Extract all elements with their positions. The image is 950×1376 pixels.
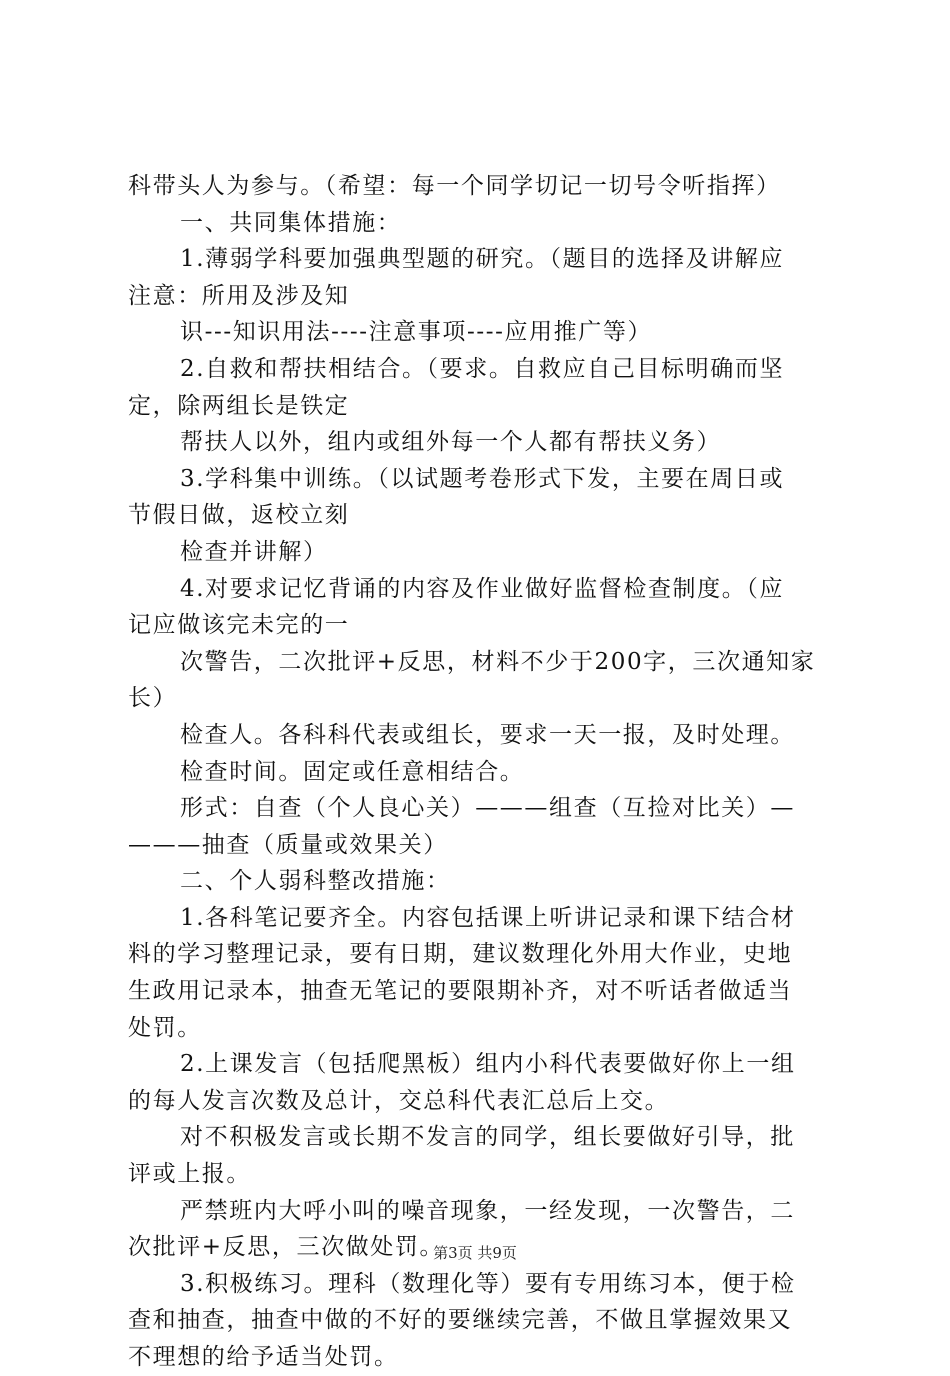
- text-line: 定，除两组长是铁定: [128, 392, 350, 419]
- text-line: 注意：所用及涉及知: [128, 282, 350, 309]
- text-line: 2.自救和帮扶相结合。（要求。自救应自己目标明确而坚: [180, 355, 785, 382]
- text-line: 次警告，二次批评+反思，材料不少于200字，三次通知家: [180, 648, 816, 675]
- page-footer: 第3页 共9页: [433, 1244, 517, 1262]
- text-line: 处罚。: [128, 1014, 202, 1041]
- text-line: 3.积极练习。理科（数理化等）要有专用练习本，便于检: [180, 1270, 796, 1297]
- text-line: 评或上报。: [128, 1161, 251, 1188]
- text-line: 4.对要求记忆背诵的内容及作业做好监督检查制度。（应: [180, 575, 785, 602]
- text-line: 不理想的给予适当处罚。: [128, 1344, 399, 1370]
- text-line: ———抽查（质量或效果关）: [128, 831, 448, 858]
- text-line: 形式：自查（个人良心关）———组查（互捡对比关）—: [180, 795, 795, 822]
- text-line: 检查并讲解）: [180, 538, 328, 565]
- document-body: [128, 168, 828, 1376]
- text-line: 节假日做，返校立刻: [128, 502, 350, 529]
- text-line: 科带头人为参与。（希望：每一个同学切记一切号令听指挥）: [128, 173, 781, 199]
- text-line: 3.学科集中训练。（以试题考卷形式下发，主要在周日或: [180, 465, 785, 492]
- text-line: 一、共同集体措施：: [180, 209, 402, 236]
- text-line: 二、个人弱科整改措施：: [180, 868, 451, 895]
- text-line: 查和抽查，抽查中做的不好的要继续完善，不做且掌握效果又: [128, 1307, 793, 1334]
- text-line: 1.薄弱学科要加强典型题的研究。（题目的选择及讲解应: [180, 246, 785, 273]
- text-line: 帮扶人以外，组内或组外每一个人都有帮扶义务）: [180, 429, 722, 456]
- text-line: 检查时间。固定或任意相结合。: [180, 758, 525, 785]
- text-line: 检查人。各科科代表或组长，要求一天一报，及时处理。: [180, 721, 795, 748]
- text-line: 1.各科笔记要齐全。内容包括课上听讲记录和课下结合材: [180, 904, 796, 931]
- text-line: 料的学习整理记录，要有日期，建议数理化外用大作业，史地: [128, 941, 793, 968]
- text-line: 生政用记录本，抽查无笔记的要限期补齐，对不听话者做适当: [128, 978, 793, 1005]
- text-line: 记应做该完未完的一: [128, 612, 350, 639]
- text-line: 严禁班内大呼小叫的噪音现象，一经发现，一次警告，二: [180, 1197, 795, 1224]
- text-line: 长）: [128, 685, 178, 712]
- text-line: 2.上课发言（包括爬黑板）组内小科代表要做好你上一组: [180, 1051, 796, 1078]
- text-line: 对不积极发言或长期不发言的同学，组长要做好引导，批: [180, 1124, 795, 1151]
- text-line: 的每人发言次数及总计，交总科代表汇总后上交。: [128, 1087, 670, 1114]
- text-line: 次批评+反思，三次做处罚。: [128, 1234, 445, 1261]
- text-line: 识---知识用法----注意事项----应用推广等）: [180, 319, 653, 346]
